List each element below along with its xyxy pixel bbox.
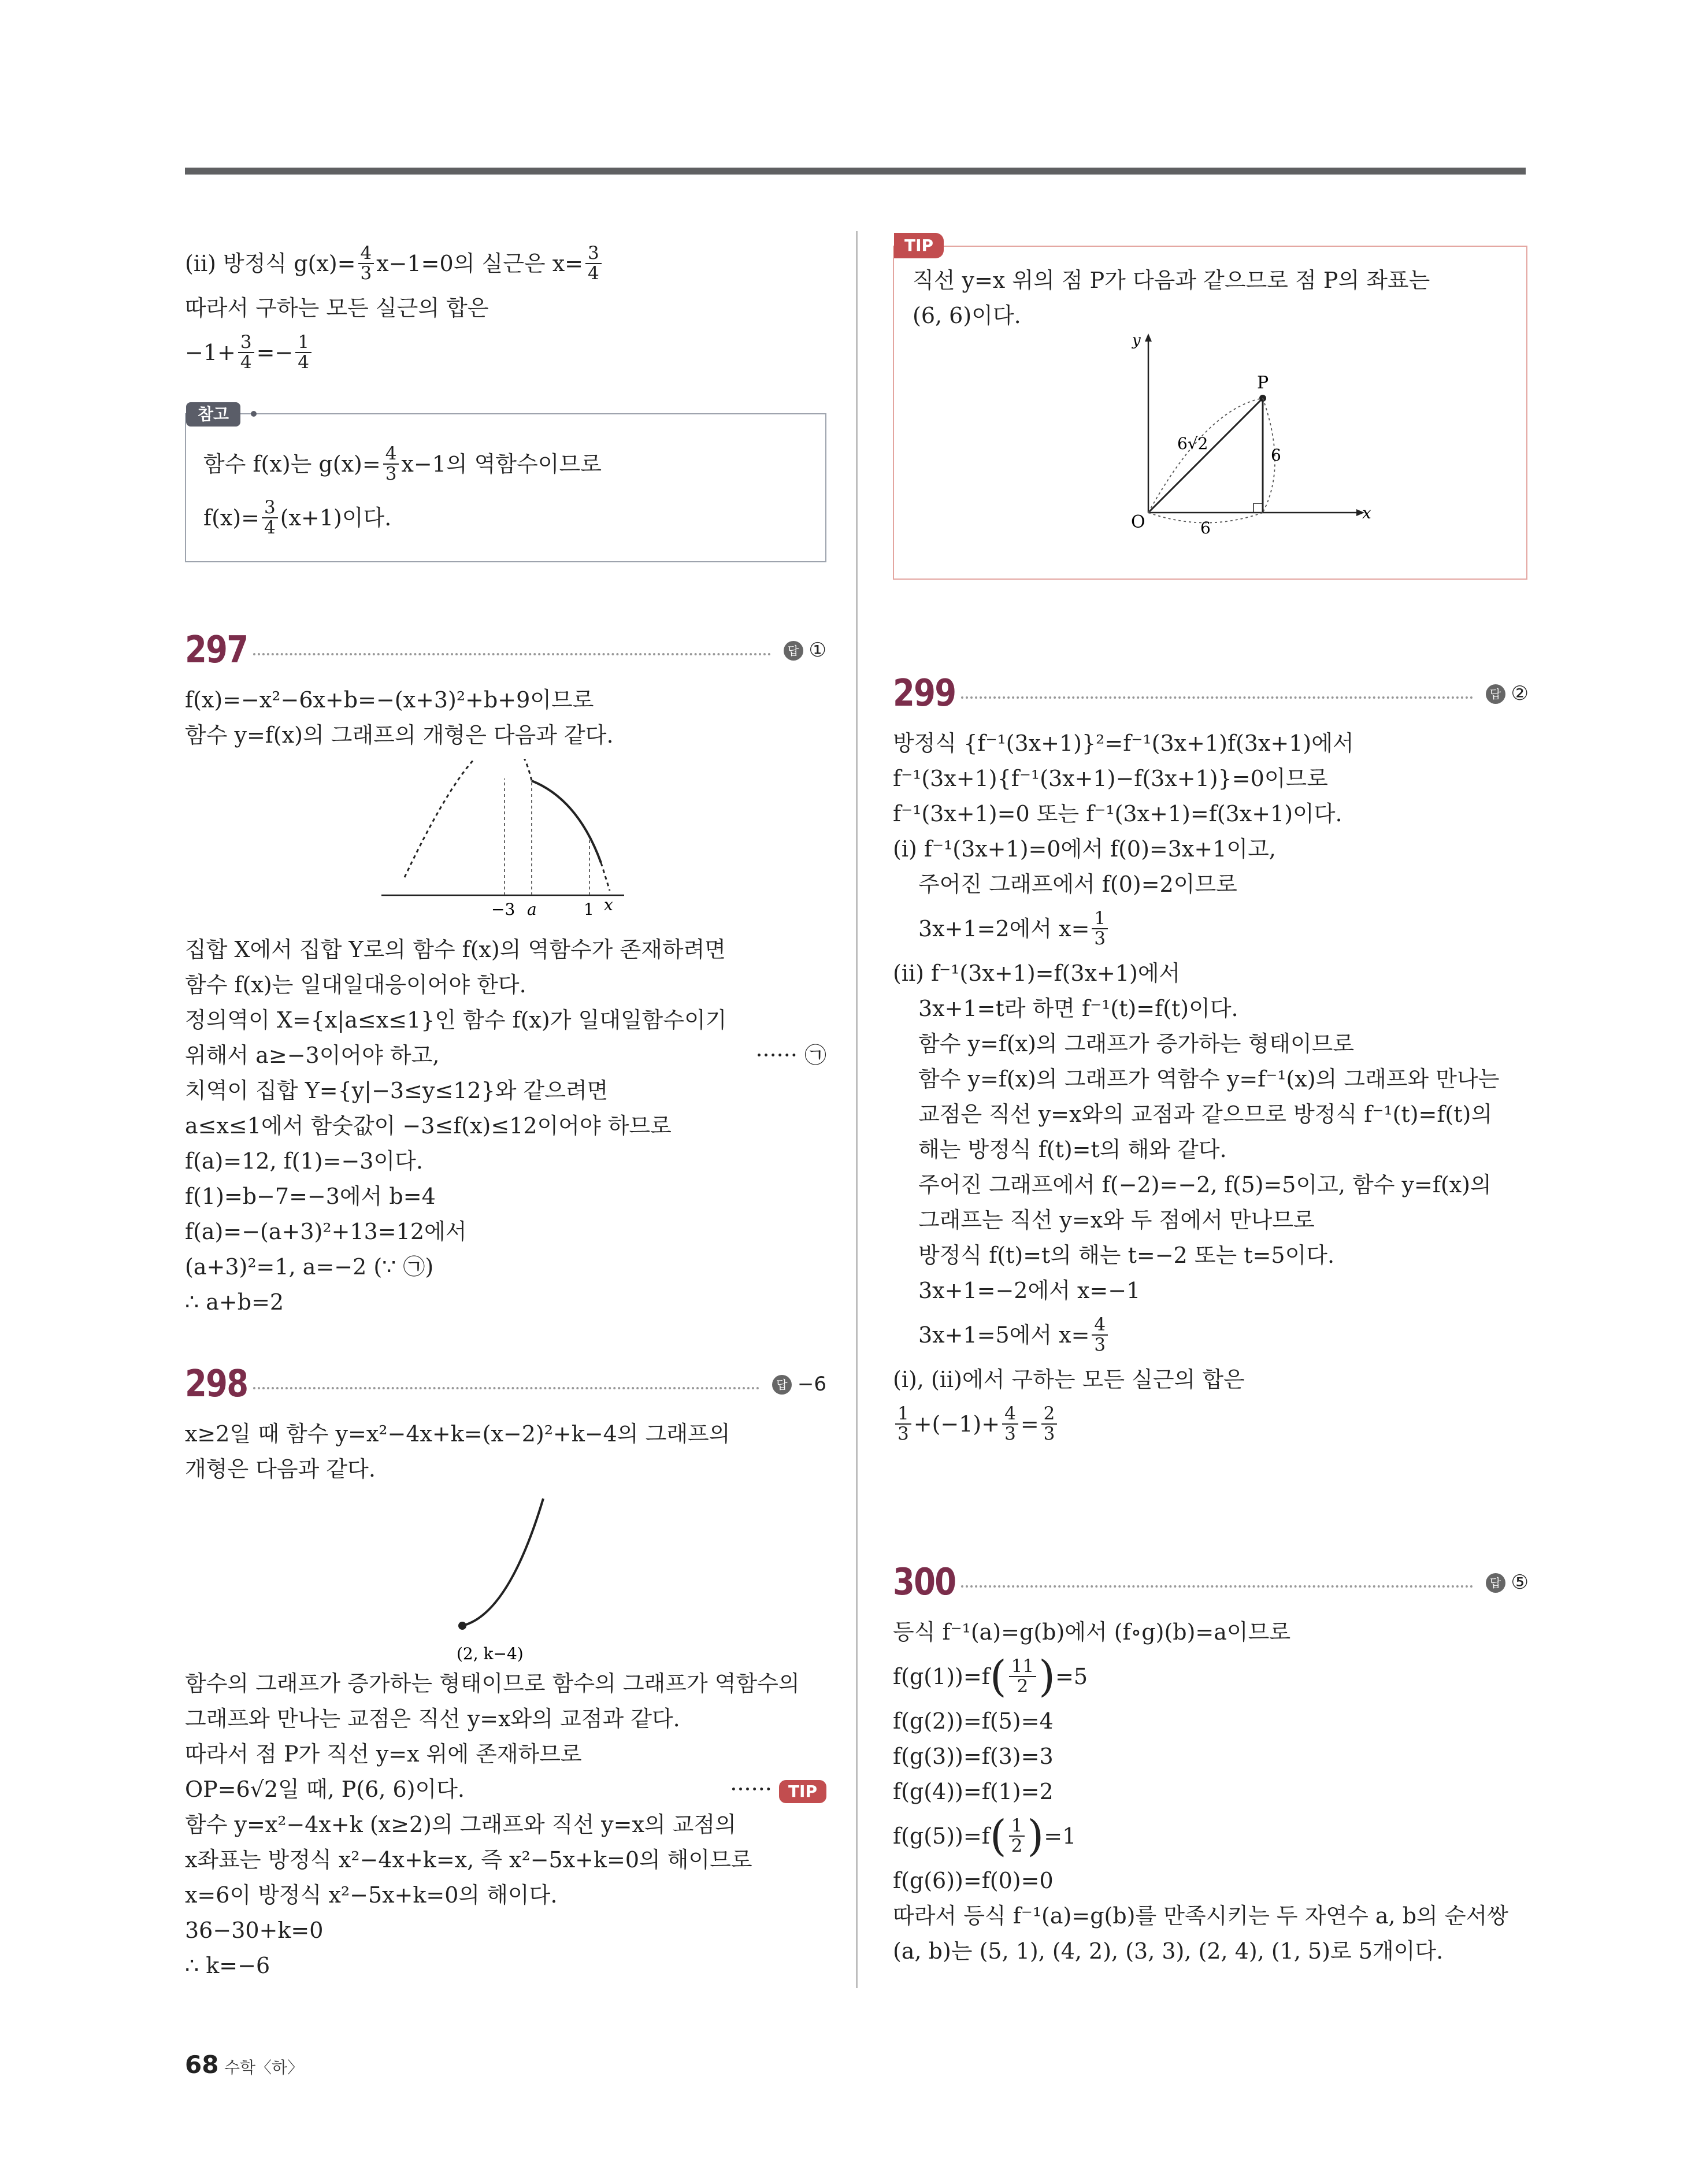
leader-dots <box>253 653 771 655</box>
answer: 답 ⑤ <box>1486 1565 1529 1600</box>
tick-label: −3 <box>491 900 515 919</box>
text-line: 함수 f(x)는 일대일대응이어야 한다. <box>185 972 526 998</box>
text-line: 함수 y=f(x)의 그래프의 개형은 다음과 같다. <box>185 722 614 748</box>
fraction: $\frac{3}{4}$ <box>585 244 602 284</box>
problem-number: 300 <box>893 1560 956 1604</box>
problem-297 <box>185 627 826 1320</box>
point-label: (2, k−4) <box>457 1644 524 1663</box>
text-line: 주어진 그래프에서 f(0)=2이므로 <box>918 872 1237 897</box>
text-line: OP=6√2일 때, P(6, 6)이다. ······ TIP <box>185 1772 826 1807</box>
condition-tag: ······ ㉠ <box>755 1043 826 1068</box>
text-line: (ⅱ) f⁻¹(3x+1)=f(3x+1)에서 <box>893 960 1181 986</box>
axis-label-y: y <box>1132 333 1141 349</box>
problem-number: 299 <box>893 672 956 715</box>
text-line: f(g(2))=f(5)=4 <box>893 1708 1054 1734</box>
text-line: (a, b)는 (5, 1), (4, 2), (3, 3), (2, 4), (1, 5)로 5개이다. <box>893 1938 1444 1964</box>
problem-header <box>185 627 826 673</box>
text-line: 해는 방정식 f(t)=t의 해와 같다. <box>918 1136 1227 1162</box>
tick-label: a <box>527 900 537 919</box>
text-line: f(g(3))=f(3)=3 <box>893 1743 1054 1769</box>
text-line: 3x+1=t라 하면 f⁻¹(t)=f(t)이다. <box>918 995 1238 1021</box>
text-line: 함수 y=f(x)의 그래프가 증가하는 형태이므로 <box>918 1030 1355 1056</box>
text-line: 따라서 등식 f⁻¹(a)=g(b)를 만족시키는 두 자연수 a, b의 순서쌍 <box>893 1903 1508 1929</box>
problem-header <box>893 670 1529 717</box>
answer: 답 ② <box>1486 676 1529 711</box>
answer: 답 ① <box>784 633 826 668</box>
text-line: x좌표는 방정식 x²−4x+k=x, 즉 x²−5x+k=0의 해이므로 <box>185 1847 752 1872</box>
text-line: f(a)=−(a+3)²+13=12에서 <box>185 1219 467 1244</box>
cont-line-1: (ⅱ) 방정식 g(x)= $\frac{4}{3}$ x−1=0의 실근은 x= $\frac{3}{4}$ <box>185 237 826 291</box>
text-line: 함수 y=x²−4x+k (x≥2)의 그래프와 직선 y=x의 교점의 <box>185 1812 736 1837</box>
text-line: 3x+1=−2에서 x=−1 <box>918 1277 1141 1303</box>
problem-number: 297 <box>185 628 248 672</box>
tip-tag: TIP <box>894 233 944 258</box>
tip-line-1: 직선 y=x 위의 점 P가 다음과 같으므로 점 P의 좌표는 <box>913 268 1430 293</box>
fraction: $\frac{4}{3}$ <box>358 244 374 284</box>
origin-label: O <box>1131 512 1145 532</box>
text-line: x≥2일 때 함수 y=x²−4x+k=(x−2)²+k−4의 그래프의 <box>185 1421 730 1447</box>
page-label: 수학〈하〉 <box>224 2058 304 2077</box>
text-line: 함수의 그래프가 증가하는 형태이므로 함수의 그래프가 역함수의 <box>185 1671 800 1696</box>
cont-line-3: −1+ $\frac{3}{4}$ =− $\frac{1}{4}$ <box>185 326 826 380</box>
text-line: f(g(4))=f(1)=2 <box>893 1778 1054 1804</box>
text-line: (ⅰ), (ⅱ)에서 구하는 모든 실근의 합은 <box>893 1366 1245 1392</box>
text-line: ∴ k=−6 <box>185 1953 270 1978</box>
text-line: 등식 f⁻¹(a)=g(b)에서 (f∘g)(b)=a이므로 <box>893 1619 1291 1645</box>
text-line: 36−30+k=0 <box>185 1918 324 1943</box>
text-line: f(g(6))=f(0)=0 <box>893 1867 1054 1893</box>
increasing-curve-graph <box>185 1487 821 1666</box>
text-line: $\frac{1}{3}$ +(−1)+ $\frac{4}{3}$ = $\frac{2}{3}$ <box>893 1397 1529 1451</box>
text-line: 방정식 f(t)=t의 해는 t=−2 또는 t=5이다. <box>918 1242 1335 1268</box>
point-label: P <box>1257 373 1269 393</box>
side-label: 6 <box>1271 446 1281 465</box>
text-line: f⁻¹(3x+1)=0 또는 f⁻¹(3x+1)=f(3x+1)이다. <box>893 801 1342 826</box>
text-line: 주어진 그래프에서 f(−2)=−2, f(5)=5이고, 함수 y=f(x)의 <box>918 1171 1492 1197</box>
problem-300 <box>893 1559 1529 1969</box>
text-line: f(x)=−x²−6x+b=−(x+3)²+b+9이므로 <box>185 687 594 713</box>
answer-badge-icon: 답 <box>772 1375 792 1395</box>
text-line: 방정식 {f⁻¹(3x+1)}²=f⁻¹(3x+1)f(3x+1)에서 <box>893 731 1354 756</box>
tick-label: 1 <box>584 900 594 919</box>
text-line: (a+3)²=1, a=−2 (∵ ㉠) <box>185 1254 434 1280</box>
answer: 답 −6 <box>772 1367 826 1402</box>
parabola-graph <box>185 759 821 932</box>
left-column <box>185 237 826 562</box>
answer-badge-icon: 답 <box>1486 1573 1505 1593</box>
base-label: 6 <box>1200 518 1211 537</box>
text-line: f⁻¹(3x+1){f⁻¹(3x+1)−f(3x+1)}=0이므로 <box>893 766 1328 791</box>
top-rule <box>185 168 1526 175</box>
text-line: (ⅰ) f⁻¹(3x+1)=0에서 f(0)=3x+1이고, <box>893 836 1276 862</box>
answer-badge-icon: 답 <box>784 641 803 661</box>
tip-box <box>893 236 1527 580</box>
text-line: 3x+1=5에서 x= $\frac{4}{3}$ <box>893 1308 1529 1362</box>
problem-298 <box>185 1361 826 1983</box>
problem-number: 298 <box>185 1362 248 1406</box>
column-divider <box>856 231 858 1988</box>
leader-dots <box>961 1585 1473 1588</box>
text-line: f(g(1))=f ( $\frac{11}{2}$ ) =5 <box>893 1652 1088 1702</box>
axis-label-x: x <box>1362 503 1371 522</box>
text-line: 개형은 다음과 같다. <box>185 1456 376 1482</box>
text-line: 정의역이 X={x|a≤x≤1}인 함수 f(x)가 일대일함수이기 <box>185 1007 727 1033</box>
answer-badge-icon: 답 <box>1486 684 1505 704</box>
text-line: ∴ a+b=2 <box>185 1289 284 1315</box>
problem-header <box>893 1559 1529 1605</box>
reference-note-box <box>185 404 826 562</box>
text-line: 집합 X에서 집합 Y로의 함수 f(x)의 역함수가 존재하려면 <box>185 937 726 962</box>
problem-header <box>185 1361 826 1407</box>
note-line-2: f(x)= $\frac{3}{4}$ (x+1)이다. <box>203 496 392 539</box>
point-p-diagram <box>1091 333 1437 553</box>
text-line: 3x+1=2에서 x= $\frac{1}{3}$ <box>893 902 1529 956</box>
tip-inline-tag: TIP <box>779 1780 826 1803</box>
text-line: 함수 y=f(x)의 그래프가 역함수 y=f⁻¹(x)의 그래프와 만나는 <box>918 1066 1500 1092</box>
leader-dots <box>961 696 1473 699</box>
note-line-1: 함수 f(x)는 g(x)= $\frac{4}{3}$ x−1의 역함수이므로 <box>203 443 602 485</box>
problem-299 <box>893 670 1529 1451</box>
page-number: 68 <box>185 2050 219 2079</box>
note-tag: 참고 <box>186 402 240 427</box>
text-line: f(1)=b−7=−3에서 b=4 <box>185 1184 436 1209</box>
text-line: 그래프와 만나는 교점은 직선 y=x와의 교점과 같다. <box>185 1706 680 1731</box>
text-line: f(g(5))=f ( $\frac{1}{2}$ ) =1 <box>893 1811 1077 1862</box>
vertex-point <box>458 1622 466 1630</box>
text-line: a≤x≤1에서 함숫값이 −3≤f(x)≤12이어야 하므로 <box>185 1113 672 1139</box>
hypotenuse-label: 6√2 <box>1177 434 1208 453</box>
tip-line-2: (6, 6)이다. <box>913 303 1021 328</box>
text-line: 따라서 점 P가 직선 y=x 위에 존재하므로 <box>185 1741 582 1767</box>
note-dot-icon <box>251 411 257 417</box>
text-line: 치역이 집합 Y={y|−3≤y≤12}와 같으려면 <box>185 1078 609 1103</box>
text-line: 위해서 a≥−3이어야 하고, ······ ㉠ <box>185 1038 826 1073</box>
text-line: 교점은 직선 y=x와의 교점과 같으므로 방정식 f⁻¹(t)=f(t)의 <box>918 1101 1493 1127</box>
leader-dots <box>253 1387 759 1389</box>
cont-line-2: 따라서 구하는 모든 실근의 합은 <box>185 295 489 321</box>
text-line: x=6이 방정식 x²−5x+k=0의 해이다. <box>185 1882 558 1908</box>
axis-label: x <box>604 895 613 914</box>
text-line: 그래프는 직선 y=x와 두 점에서 만나므로 <box>918 1207 1315 1233</box>
text-line: f(a)=12, f(1)=−3이다. <box>185 1148 423 1174</box>
